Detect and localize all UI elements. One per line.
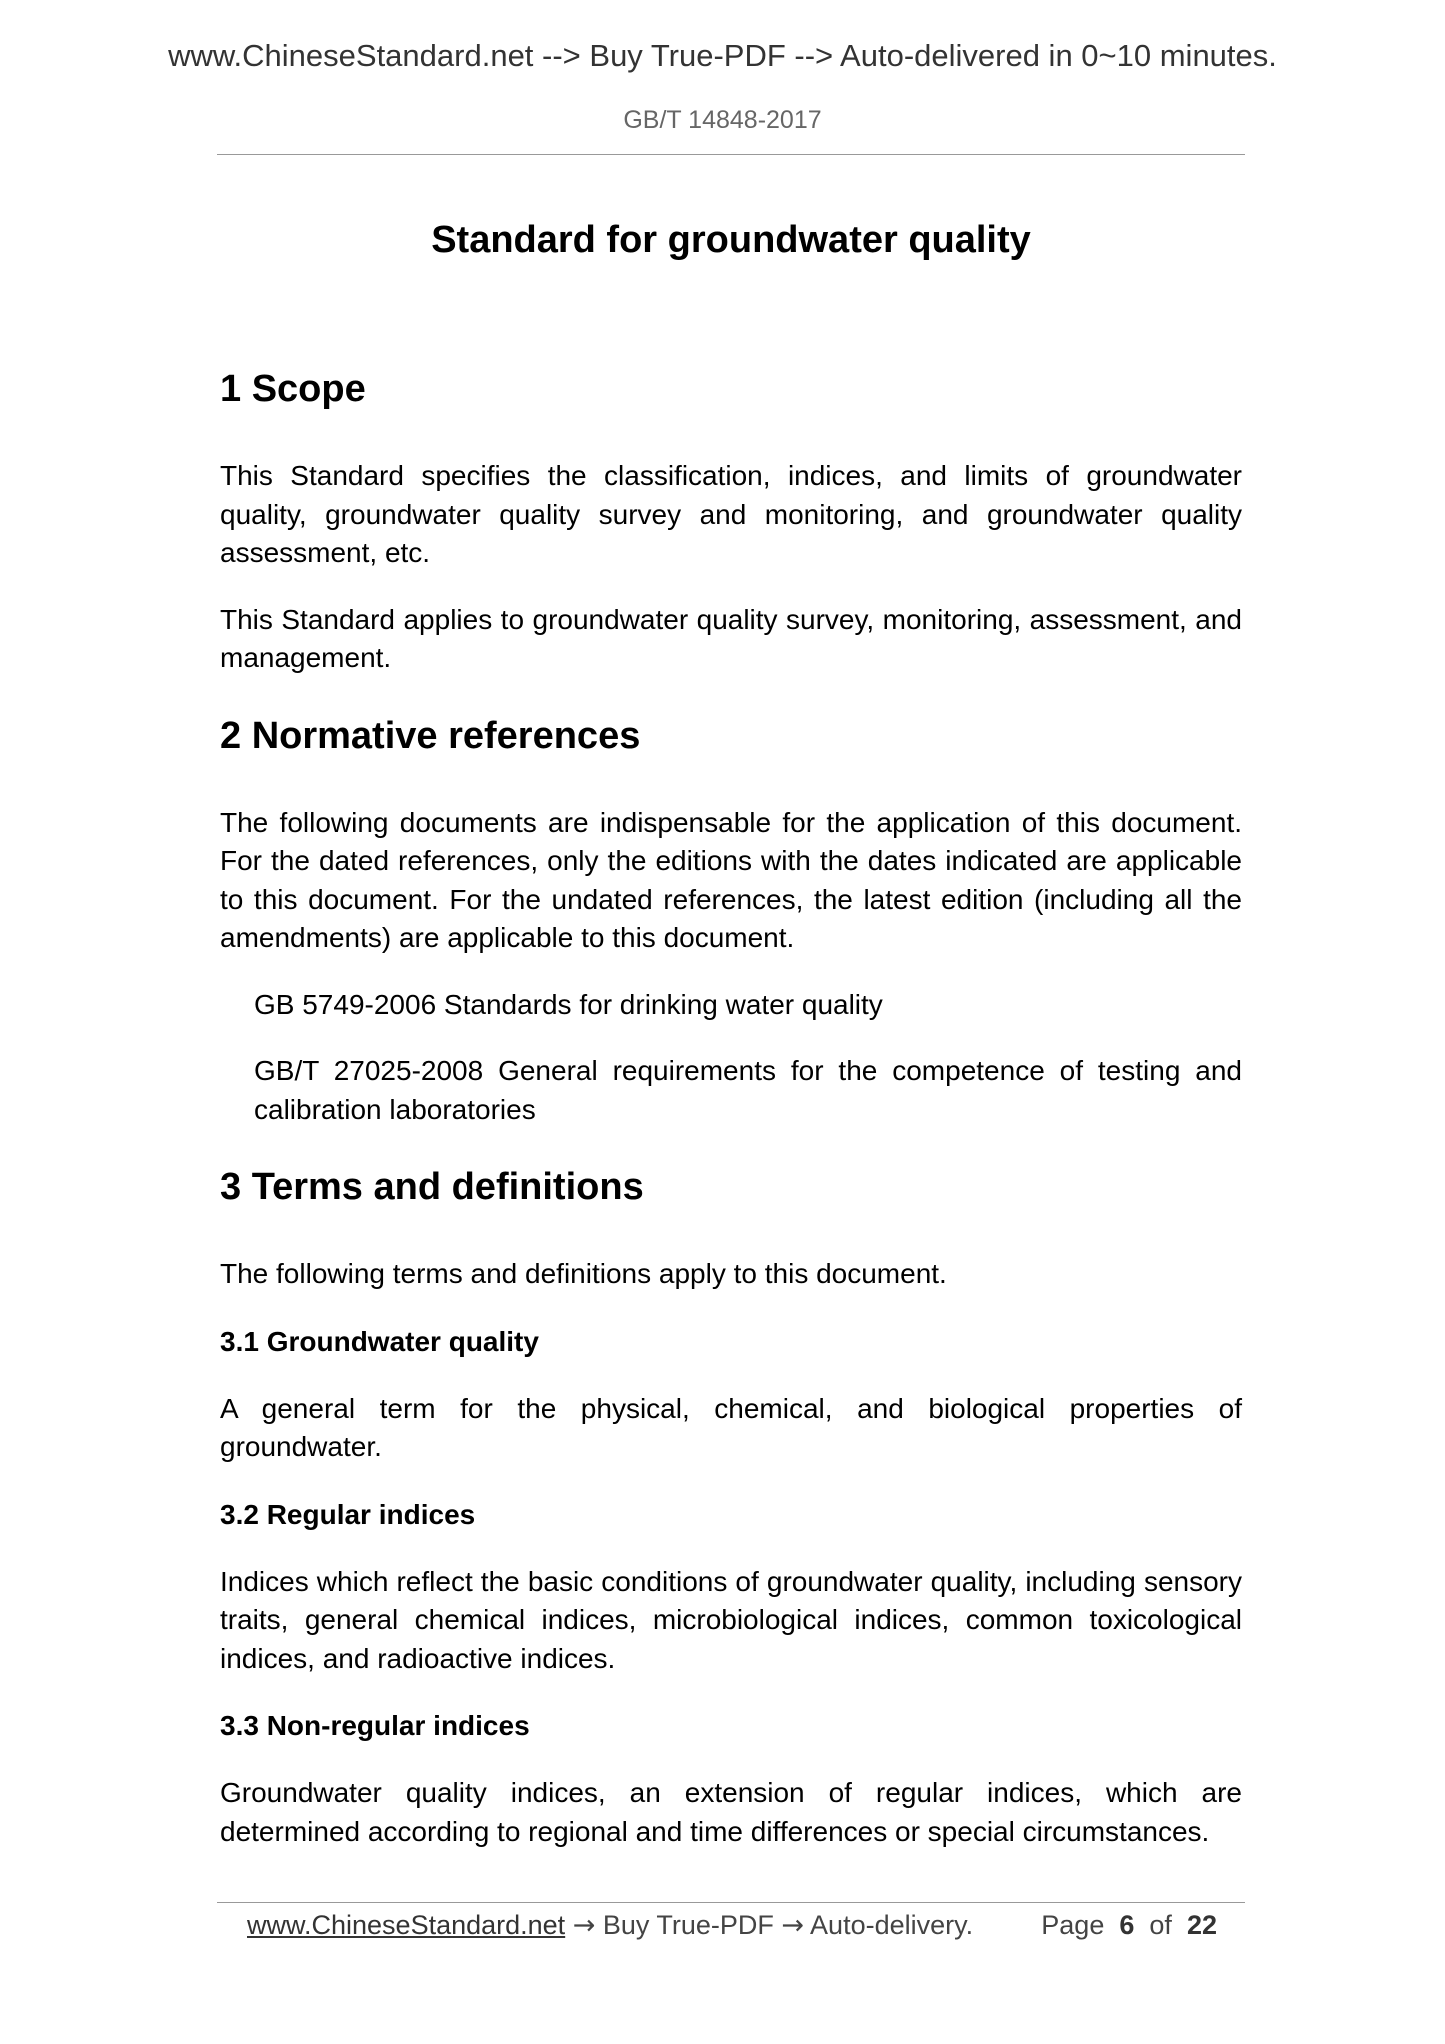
page-footer [247, 1910, 1227, 1950]
header-divider [217, 154, 1245, 155]
page-word: Page [1041, 1910, 1105, 1940]
of-word: of [1149, 1910, 1172, 1940]
term-definition-regular-indices: Indices which reflect the basic conditions of groundwater quality, including sensory traits, general chemical indices, microbiological indices, common toxicological indices, and radioactive indices. [220, 1565, 1242, 1674]
scope-paragraph-1: This Standard specifies the classification, indices, and limits of groundwater quality, groundwater quality survey and monitoring, and groundwater quality assessment, etc. [220, 460, 1242, 568]
normative-paragraph: The following documents are indispensable for the application of this document. For the dated references, only the editions with the dates indicated are applicable to this document. For the undated references, the latest edition (including all the amendments) are applicable to this document. [220, 806, 1242, 953]
terms-intro: The following terms and definitions apply to this document. [220, 1258, 947, 1289]
reference-item-gbt27025: GB/T 27025-2008 General requirements for the competence of testing and calibration laboratories [254, 1055, 1242, 1125]
page-content [220, 212, 1242, 1879]
total-page-count: 22 [1186, 1910, 1217, 1940]
footer-buy-text: Buy True-PDF [602, 1910, 774, 1940]
scope-paragraph-2: This Standard applies to groundwater quality survey, monitoring, assessment, and management. [220, 603, 1242, 673]
document-id: GB/T 14848-2017 [623, 106, 822, 134]
footer-divider [217, 1902, 1245, 1903]
term-heading-groundwater-quality: 3.1 Groundwater quality [220, 1325, 539, 1357]
section-heading-scope: 1 Scope [220, 368, 366, 410]
term-definition-non-regular-indices: Groundwater quality indices, an extension of regular indices, which are determined according to regional and time differences or special circumstances. [220, 1777, 1242, 1847]
section-heading-terms: 3 Terms and definitions [220, 1166, 644, 1208]
footer-delivery-text: Auto-delivery. [810, 1910, 974, 1940]
term-heading-non-regular-indices: 3.3 Non-regular indices [220, 1710, 530, 1741]
arrow-right-icon: → [572, 1910, 596, 1941]
term-heading-regular-indices: 3.2 Regular indices [220, 1498, 476, 1530]
section-heading-normative-references: 2 Normative references [220, 714, 641, 757]
arrow-right-icon: → [781, 1910, 805, 1941]
document-title: Standard for groundwater quality [431, 219, 1031, 261]
term-definition-groundwater-quality: A general term for the physical, chemical, and biological properties of groundwater. [220, 1392, 1242, 1462]
footer-site-link[interactable]: www.ChineseStandard.net [247, 1910, 566, 1940]
reference-item-gb5749: GB 5749-2006 Standards for drinking water quality [254, 988, 883, 1020]
top-banner: www.ChineseStandard.net --> Buy True-PDF --> Auto-delivered in 0~10 minutes. [168, 38, 1277, 73]
current-page-number: 6 [1119, 1910, 1135, 1940]
page-indicator [1041, 1910, 1217, 1941]
